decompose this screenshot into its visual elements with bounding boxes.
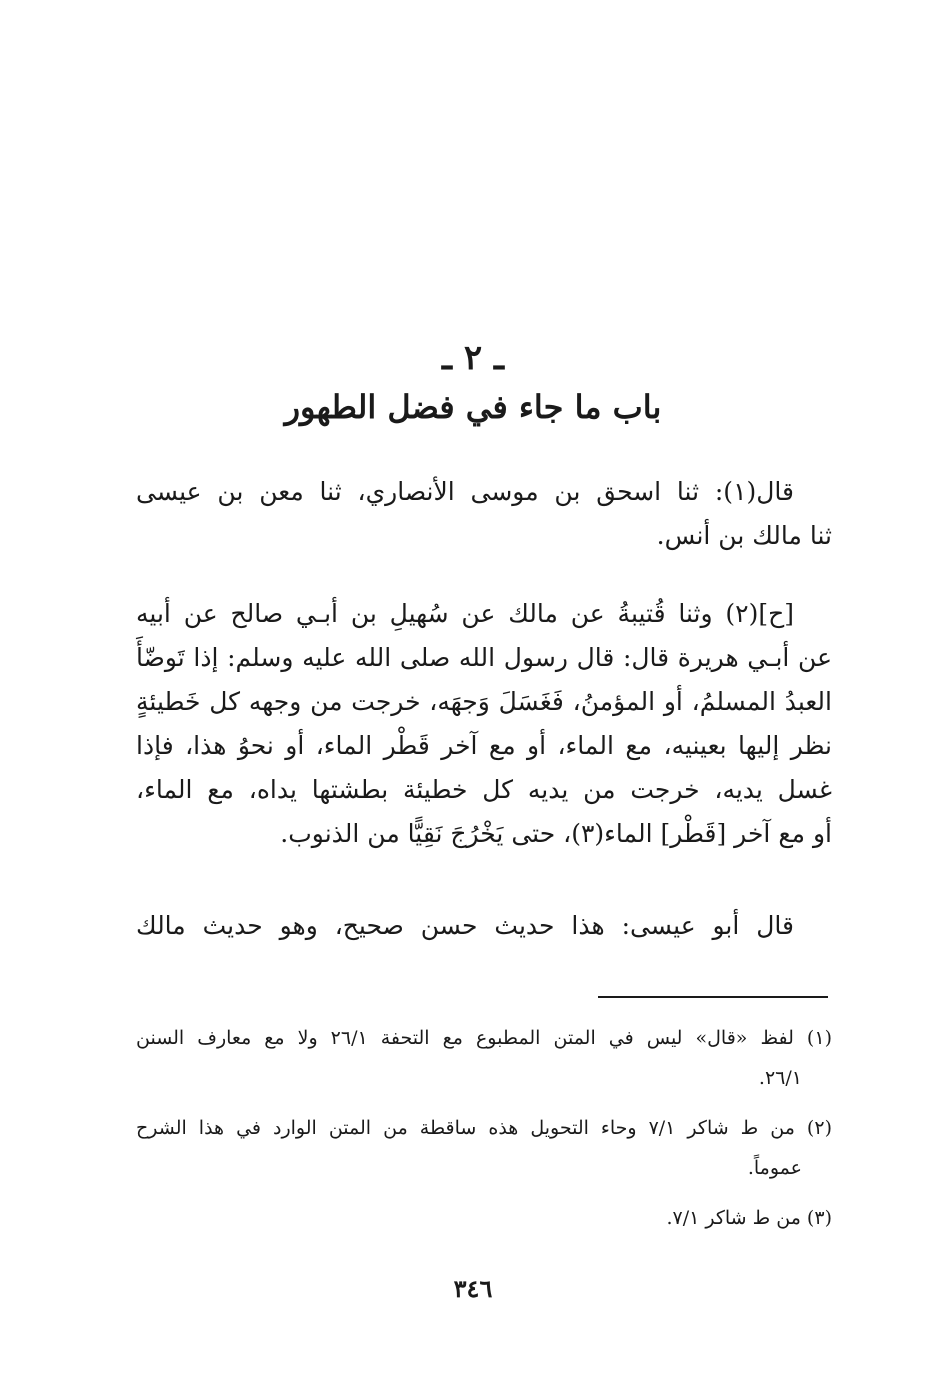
text-line: عن أبـي هريرة قال: قال رسول الله صلى الله عليه وسلم: إذا تَوضّأَ bbox=[136, 643, 832, 672]
footnote-separator bbox=[598, 996, 828, 998]
page-number: ٣٤٦ bbox=[453, 1274, 493, 1303]
chapter-number: ـ ٢ ـ bbox=[442, 338, 504, 378]
text-line: غسل يديه، خرجت من يديه كل خطيئة بطشتها يداه، مع الماء، bbox=[136, 775, 832, 804]
chapter-title: باب ما جاء في فضل الطهور bbox=[284, 388, 662, 426]
text-line: قال أبو عيسى: هذا حديث حسن صحيح، وهو حديث مالك bbox=[136, 911, 794, 940]
footnote-1 bbox=[136, 1018, 832, 1098]
text-line: أو مع آخر [قَطْر] الماء(٣)، حتى يَخْرُجَ نَقِيًّا من الذنوب. bbox=[280, 819, 832, 848]
paragraph-commentary bbox=[136, 904, 832, 948]
footnotes bbox=[136, 1018, 832, 1248]
text-line: نظر إليها بعينيه، مع الماء، أو مع آخر قَطْر الماء، أو نحوُ هذا، فإذا bbox=[136, 731, 832, 760]
footnote-line: (٣) من ط شاكر ٧/١. bbox=[666, 1207, 832, 1229]
paragraph-isnad-1 bbox=[136, 470, 832, 558]
paragraph-hadith bbox=[136, 592, 832, 856]
text-line: ثنا مالك بن أنس. bbox=[656, 521, 832, 550]
footnote-line: (١) لفظ «قال» ليس في المتن المطبوع مع التحفة ٢٦/١ ولا مع معارف السنن bbox=[136, 1027, 832, 1049]
footnote-3 bbox=[136, 1198, 832, 1238]
footnote-line: ٢٦/١. bbox=[758, 1067, 802, 1089]
footnote-2 bbox=[136, 1108, 832, 1188]
footnote-line: (٢) من ط شاكر ٧/١ وحاء التحويل هذه ساقطة من المتن الوارد في هذا الشرح bbox=[136, 1117, 832, 1139]
footnote-line: عموماً. bbox=[747, 1157, 802, 1179]
text-line: [ح](٢) وثنا قُتيبةُ عن مالك عن سُهيلِ بن أبـي صالح عن أبيه bbox=[136, 599, 794, 628]
text-line: قال(١): ثنا اسحق بن موسى الأنصاري، ثنا معن بن عيسى bbox=[136, 477, 794, 506]
text-line: العبدُ المسلمُ، أو المؤمنُ، فَغَسَلَ وَجهَه، خرجت من وجهه كل خَطيئةٍ bbox=[136, 687, 832, 716]
